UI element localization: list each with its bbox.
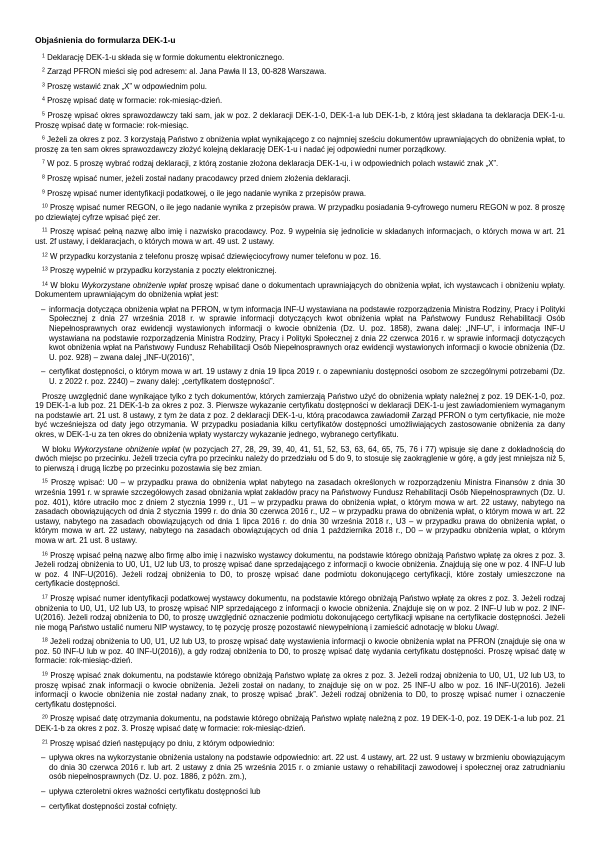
bullet-dash: – (41, 787, 46, 796)
footnote-14-text-post: proszę wpisać dane o dokumentach uprawniających do obniżenia wpłat, ich wystawcach i obniżeniu wpłaty. Dokumentem uprawniającym do obniżenia wpłat jest: (35, 280, 566, 300)
footnote-5-text: Proszę wpisać okres sprawozdawczy taki sam, jak w poz. 2 deklaracji DEK-1-0, DEK-1-a lub DEK-1-b, z którą jest składana ta deklaracja DEK-1-u. Proszę wpisać datę w formacie: rok-miesiąc. (35, 110, 565, 130)
page-title: Objaśnienia do formularza DEK-1-u (35, 35, 176, 45)
footnote-12-marker: 12 (42, 252, 48, 258)
footnote-2 (35, 67, 565, 77)
footnote-14-text-pre: W bloku (50, 280, 82, 290)
footnote-4-text: Proszę wpisać datę w formacie: rok-miesiąc-dzień. (47, 96, 223, 106)
footnote-18 (35, 637, 565, 666)
footnote-2-marker: 2 (42, 67, 45, 74)
footnote-16-text: Proszę wpisać pełną nazwę albo firmę albo imię i nazwisko wystawcy dokumentu, na podstawie którego obniżają Państwo wpłatę za okres z poz. 3. Jeżeli rodzaj obniżenia to U0, U1, U2 lub U3, to proszę wpisać dane sprzedającego z informacji o kwocie obniżenia. Znajdują się one w poz. 4 INF-U lub w poz. 4 INF-U(2016). Jeżeli rodzaj obniżenia to D0, to proszę wpisać dane podmiotu dokonującego certyfikacji, które zostały umieszczone na certyfikacie dostępności. (35, 550, 565, 589)
footnote-1 (35, 53, 565, 63)
bullet-item-czteroletni-okres-text: upływa czteroletni okres ważności certyfikatu dostępności lub (49, 787, 261, 796)
paragraph-uwzglednic-dane (35, 392, 565, 440)
bullet-dash: – (41, 304, 46, 314)
footnote-10-marker: 10 (42, 203, 48, 210)
bullet-dash: – (41, 367, 46, 377)
bullet-item-certyfikat-text: certyfikat dostępności, o którym mowa w art. 19 ustawy z dnia 19 lipca 2019 r. o zapewnianiu dostępności osobom ze szczególnymi potrzebami (Dz. U. z 2022 r. poz. 2240) – zwany dalej: „certyfikatem dostępności”. (49, 367, 565, 387)
footnote-6-marker: 6 (42, 135, 45, 142)
footnote-7-text: W poz. 5 proszę wybrać rodzaj deklaracji, z którą zostanie złożona deklaracja DEK-1-u, i w odpowiednich polach wstawić znak „X”. (47, 159, 499, 169)
footnote-15 (35, 478, 565, 545)
footnote-14-marker: 14 (42, 281, 48, 288)
footnote-5 (35, 111, 565, 130)
footnote-19 (35, 671, 565, 709)
footnote-3-marker: 3 (42, 82, 45, 89)
footnote-9-text: Proszę wpisać numer identyfikacji podatkowej, o ile jego nadanie wynika z przepisów prawa. (47, 188, 367, 198)
footnote-21 (35, 739, 565, 749)
bullet-item-inf-u-text: informacja dotycząca obniżenia wpłat na PFRON, w tym informacja INF-U wystawiana na podstawie rozporządzenia Ministra Rodziny, Pracy i Polityki Społecznej z dnia 27 września 2018 r. w sprawie informacji dotyczących kwot obniżenia wpłat na Państwowy Fundusz Rehabilitacji Osób Niepełnosprawnych oraz ewidencji wystawionych informacji o kwocie obniżenia (Dz. U. poz. 1858), zwana dalej: „INF-U”, i informacja INF-U wystawiana na podstawie rozporządzenia Ministra Rodziny, Pracy i Polityki Społecznej z dnia 22 czerwca 2016 r. w sprawie informacji dotyczących kwot obniżenia wpłat na Państwowy Fundusz Rehabilitacji Osób Niepełnosprawnych oraz ewidencji wystawionych informacji o kwocie obniżenia (Dz. U. poz. 928) – zwana dalej „INF-U(2016)”, (49, 304, 565, 362)
footnote-16 (35, 551, 565, 589)
footnote-20-text: Proszę wpisać datę otrzymania dokumentu, na podstawie którego obniżają Państwo wpłatę należną z poz. 19 DEK-1-0, poz. 19 DEK-1-a lub poz. 21 DEK-1-b za okres z poz. 3. Proszę wpisać datę w formacie: rok-miesiąc-dzień. (35, 714, 566, 734)
footnote-8 (35, 174, 565, 184)
paragraph-uwzglednic-dane-text: Proszę uwzględnić dane wynikające tylko z tych dokumentów, których zamierzają Państwo użyć do obniżenia wpłaty należnej z poz. 19 DEK-1-0, poz. 19 DEK-1-a lub poz. 21 DEK-1-b za okres z poz. 3. Pierwsze wykazanie certyfikatu dostępności w deklaracji DEK-1-u jest zawiadomieniem wymaganym na podstawie art. 21 ust. 8 ustawy, z tym że data z poz. 2 deklaracji DEK-1-u, którą pracodawca zawiadomił Zarząd PFRON o tym certyfikacie, nie może być wcześniejsza od daty jego otrzymania. W przypadku posiadania kilku certyfikatów dostępności umożliwiających zastosowanie obniżenia za dany okres, w DEK-1-u za ten okres do obniżenia wpłaty wystarczy wykazanie jednego, wybranego certyfikatu. (35, 391, 565, 439)
footnote-8-marker: 8 (42, 174, 45, 181)
footnote-16-marker: 16 (42, 551, 48, 558)
footnote-8-text: Proszę wpisać numer, jeżeli został nadany pracodawcy przed dniem złożenia deklaracji. (47, 173, 351, 183)
footnote-4 (35, 96, 565, 106)
footnote-11-marker: 11 (42, 227, 48, 234)
bullet-item-certyfikat-cofniety (35, 802, 565, 812)
footnote-14 (35, 281, 565, 300)
footnote-13 (35, 266, 565, 276)
footnote-7-marker: 7 (42, 159, 45, 166)
footnote-3 (35, 82, 565, 92)
footnote-17-marker: 17 (42, 594, 48, 601)
footnote-14-text-italic: Wykorzystane obniżenie wpłat (81, 280, 187, 290)
footnote-10 (35, 203, 565, 222)
footnote-12-text: W przypadku korzystania z telefonu proszę wpisać dziewięciocyfrowy numer telefonu w poz. 16. (49, 251, 382, 261)
footnote-18-marker: 18 (42, 637, 48, 644)
footnote-4-marker: 4 (42, 96, 45, 103)
footnote-11 (35, 227, 565, 246)
footnote-3-text: Proszę wstawić znak „X” w odpowiednim polu. (47, 81, 207, 91)
paragraph-w-bloku-italic: Wykorzystane obniżenie wpłat (73, 444, 180, 454)
bullet-item-certyfikat-cofniety-text: certyfikat dostępności został cofnięty. (49, 801, 178, 811)
bullet-item-czteroletni-okres (35, 787, 565, 797)
footnote-15-text: Proszę wpisać: U0 – w przypadku prawa do obniżenia wpłat nabytego na zasadach określonych w rozporządzeniu Ministra Finansów z dnia 30 września 1991 r. w sprawie szczegółowych zasad obniżania wpłat zakładów pracy na Państwowy Fundusz Rehabilitacji Osób Niepełnosprawnych (Dz. U. poz. 401), które utraciło moc z dniem 2 stycznia 1999 r., U1 – w przypadku prawa do obniżenia wpłat, o którym mowa w art. 22 ustawy, nabytego na zasadach obowiązujących od dnia 2 stycznia 1999 r. do dnia 30 czerwca 2016 r., U2 – w przypadku prawa do obniżenia wpłat, o którym mowa w art. 22 ustawy, nabytego na zasadach obowiązujących od dnia 1 lipca 2016 r. do dnia 30 września 2018 r., U3 – w przypadku prawa do obniżenia wpłat, o którym mowa w art. 22 ustawy, nabytego na zasadach obowiązujących od dnia 1 października 2018 r., D0 – w przypadku obniżenia wpłat, o którym mowa w art. 21 ust. 8 ustawy. (35, 478, 565, 545)
footnote-19-text: Proszę wpisać znak dokumentu, na podstawie którego obniżają Państwo wpłatę za okres z poz. 3. Jeżeli rodzaj obniżenia to U0, U1, U2 lub U3, to proszę wpisać znak informacji o kwocie obniżenia. Jeżeli został on nadany, to znajduje się on w poz. 25 INF-U albo w poz. 16 INF-U(2016). Jeżeli informacji o kwocie obniżenia nie został nadany znak, to proszę wpisać „brak”. Jeżeli rodzaj obniżenia to D0, to proszę wpisać numer i oznaczenie certyfikatu dostępności. (35, 671, 565, 709)
footnote-17-text-post: . (496, 622, 499, 632)
footnote-17 (35, 594, 565, 632)
footnote-20-marker: 20 (42, 714, 48, 721)
footnote-7 (35, 159, 565, 169)
footnote-6-text: Jeżeli za okres z poz. 3 korzystają Państwo z obniżenia wpłat wynikającego z co najmniej sześciu dokumentów uprawniających do obniżenia wpłat, to proszę za ten sam okres sprawozdawczy złożyć kolejną deklarację DEK-1-u i nadać jej odpowiedni numer porządkowy. (35, 135, 566, 154)
footnote-9 (35, 189, 565, 199)
bullet-dash: – (41, 801, 46, 811)
footnote-17-text-pre: Proszę wpisać numer identyfikacji podatkowej wystawcy dokumentu, na podstawie którego obniżają Państwo wpłatę za okres z poz. 3. Jeżeli rodzaj obniżenia to U0, U1, U2 lub U3, to proszę wpisać NIP sprzedającego z informacji o kwocie obniżenia. Znajduje się on w poz. 2 INF-U lub w poz. 2 INF-U(2016). Jeżeli rodzaj obniżenia to D0, to proszę uwzględnić oznaczenie podmiotu dokonującego certyfikacji wpisane na certyfikacie dostępności. Jeżeli nie mogą Państwo ustalić numeru NIP wystawcy, to tę pozycję proszę pozostawić niewypełnioną i zamieścić adnotację w bloku (35, 593, 565, 632)
footnote-5-marker: 5 (42, 111, 45, 118)
footnote-6 (35, 135, 565, 154)
bullet-item-inf-u (35, 305, 565, 363)
footnote-15-marker: 15 (42, 478, 48, 485)
footnote-21-marker: 21 (42, 739, 48, 746)
footnote-1-marker: 1 (42, 53, 45, 60)
bullet-item-certyfikat (35, 367, 565, 386)
footnote-1-text: Deklarację DEK-1-u składa się w formie dokumentu elektronicznego. (47, 52, 285, 62)
bullet-dash: – (41, 753, 46, 763)
footnote-20 (35, 714, 565, 733)
bullet-item-uplywa-okres (35, 753, 565, 782)
bullet-item-uplywa-okres-text: upływa okres na wykorzystanie obniżenia ustalony na podstawie odpowiednio: art. 22 ust. 4 ustawy, art. 22 ust. 9 ustawy w brzmieniu obowiązującym do dnia 30 czerwca 2016 r. lub art. 2 ustawy z dnia 25 września 2015 r. o zmianie ustawy o rehabilitacji zawodowej i społecznej oraz zatrudnianiu osób niepełnosprawnych (Dz. U. poz. 1886, z późn. zm.), (49, 753, 565, 782)
footnote-11-text: Proszę wpisać pełną nazwę albo imię i nazwisko pracodawcy. Poz. 9 wypełnia się jednolicie w składanych informacjach, o których mowa w art. 21 ust. 2f ustawy, i deklaracjach, o których mowa w art. 49 ust. 2 ustawy. (35, 227, 565, 246)
footnote-2-text: Zarząd PFRON mieści się pod adresem: al. Jana Pawła II 13, 00-828 Warszawa. (47, 67, 327, 77)
paragraph-w-bloku-post: (w pozycjach 27, 28, 29, 39, 40, 41, 51, 52, 53, 63, 64, 65, 75, 76 i 77) wpisuje się dane z dokładnością do dwóch miejsc po przecinku. Jeżeli trzecia cyfra po przecinku należy do przedziału od 5 do 9, to stosuje się zaokrąglenie w górę, a gdy jest mniejsza niż 5, to pierwszą i drugą liczbę po przecinku pozostawia się bez zmian. (35, 444, 565, 473)
footnote-17-text-italic: Uwagi (475, 622, 497, 632)
footnote-13-marker: 13 (42, 266, 48, 273)
footnote-12 (35, 252, 565, 262)
footnote-10-text: Proszę wpisać numer REGON, o ile jego nadanie wynika z przepisów prawa. W przypadku posiadania 9-cyfrowego numeru REGON w poz. 8 proszę po dziewiątej cyfrze wpisać pięć zer. (35, 203, 565, 222)
paragraph-w-bloku-pre: W bloku (42, 444, 74, 454)
paragraph-w-bloku-pozycje (35, 445, 565, 474)
footnote-19-marker: 19 (42, 671, 48, 678)
footnote-9-marker: 9 (42, 189, 45, 196)
footnote-21-text: Proszę wpisać dzień następujący po dniu, z którym odpowiednio: (49, 738, 275, 748)
footnote-18-text: Jeżeli rodzaj obniżenia to U0, U1, U2 lub U3, to proszę wpisać datę wystawienia informacji o kwocie obniżenia wpłat na PFRON (znajduje się ona w poz. 50 INF-U lub w poz. 40 INF-U(2016)), a gdy rodzaj obniżenia to D0, to proszę wpisać datę wydania certyfikatu dostępności. Proszę wpisać datę w formacie: rok-miesiąc-dzień. (35, 637, 565, 666)
footnote-13-text: Proszę wypełnić w przypadku korzystania z poczty elektronicznej. (49, 266, 277, 276)
